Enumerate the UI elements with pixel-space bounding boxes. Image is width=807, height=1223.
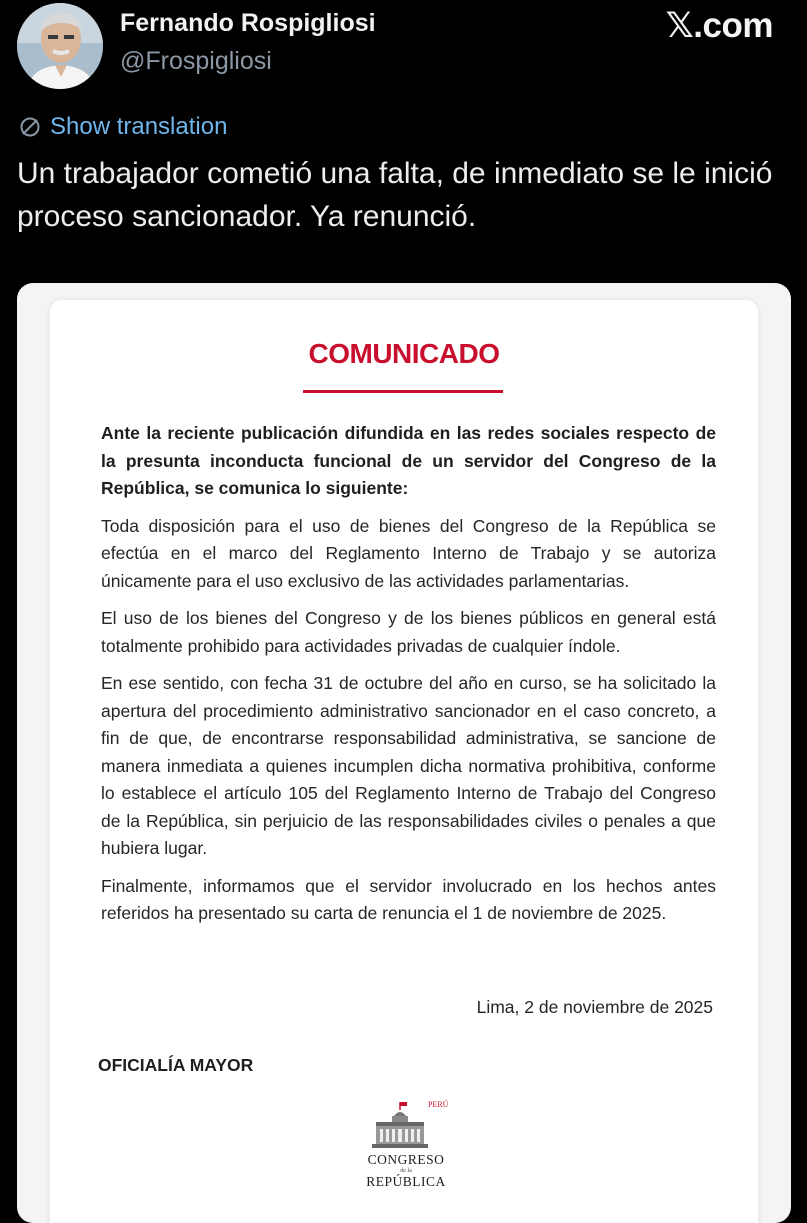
document-paragraph: El uso de los bienes del Congreso y de los bienes públicos en general está totalmente prohibido para actividades privadas de cualquier índole. [101, 608, 716, 656]
logo-republica-text: REPÚBLICA [366, 1174, 446, 1189]
show-translation-link[interactable] [19, 112, 227, 142]
author-display-name[interactable]: Fernando Rospigliosi [120, 9, 376, 37]
x-logo-icon: 𝕏 [665, 6, 694, 46]
document-date: Lima, 2 de noviembre de 2025 [476, 997, 713, 1017]
title-underline [303, 390, 503, 393]
logo-congreso-text: CONGRESO [367, 1152, 445, 1167]
document-paragraph: Finalmente, informamos que el servidor involucrado en los hechos antes referidos ha presentado su carta de renuncia el 1 de noviembre de 2025. [101, 875, 716, 923]
logo-de-la-text: de la [400, 1168, 412, 1174]
congreso-logo [358, 1100, 454, 1200]
document-body [101, 420, 716, 938]
brand-domain: .com [693, 6, 773, 45]
logo-peru-label: PERÚ [428, 1100, 449, 1109]
congress-building-icon [358, 1100, 454, 1152]
document-intro: Ante la reciente publicación difundida en las redes sociales respecto de la presunta inconducta funcional de un servidor del Congreso de la República, se comunica lo siguiente: [101, 423, 716, 498]
avatar[interactable] [17, 3, 103, 89]
tweet-media-image[interactable] [17, 283, 791, 1223]
document-paragraph: Toda disposición para el uso de bienes del Congreso de la República se efectúa en el marco del Reglamento Interno de Trabajo y se autoriza únicamente para el uso exclusivo de las actividades parlamentarias. [101, 515, 716, 591]
tweet-header [0, 0, 807, 100]
press-release-document [50, 300, 758, 1223]
avatar-photo [17, 3, 103, 89]
tweet-text: Un trabajador cometió una falta, de inmediato se le inició proceso sancionador. Ya renunció. [17, 157, 773, 233]
document-paragraph: En ese sentido, con fecha 31 de octubre del año en curso, se ha solicitado la apertura del procedimiento administrativo sancionador en el caso concreto, a fin de que, de encontrarse responsabilidad administrativa, se sancione de manera inmediata a quienes incumplen dicha normativa prohibitiva, conforme lo establece el artículo 105 del Reglamento Interno de Trabajo del Congreso de la República, sin perjuicio de las responsabilidades civiles o penales a que hubiera lugar. [101, 673, 716, 858]
show-translation-label[interactable]: Show translation [50, 113, 228, 140]
document-signature: OFICIALÍA MAYOR [98, 1055, 254, 1075]
x-brand-logo [666, 6, 773, 46]
translate-icon [19, 116, 41, 138]
document-title: COMUNICADO [308, 338, 500, 369]
author-handle[interactable]: @Frospigliosi [120, 47, 272, 75]
